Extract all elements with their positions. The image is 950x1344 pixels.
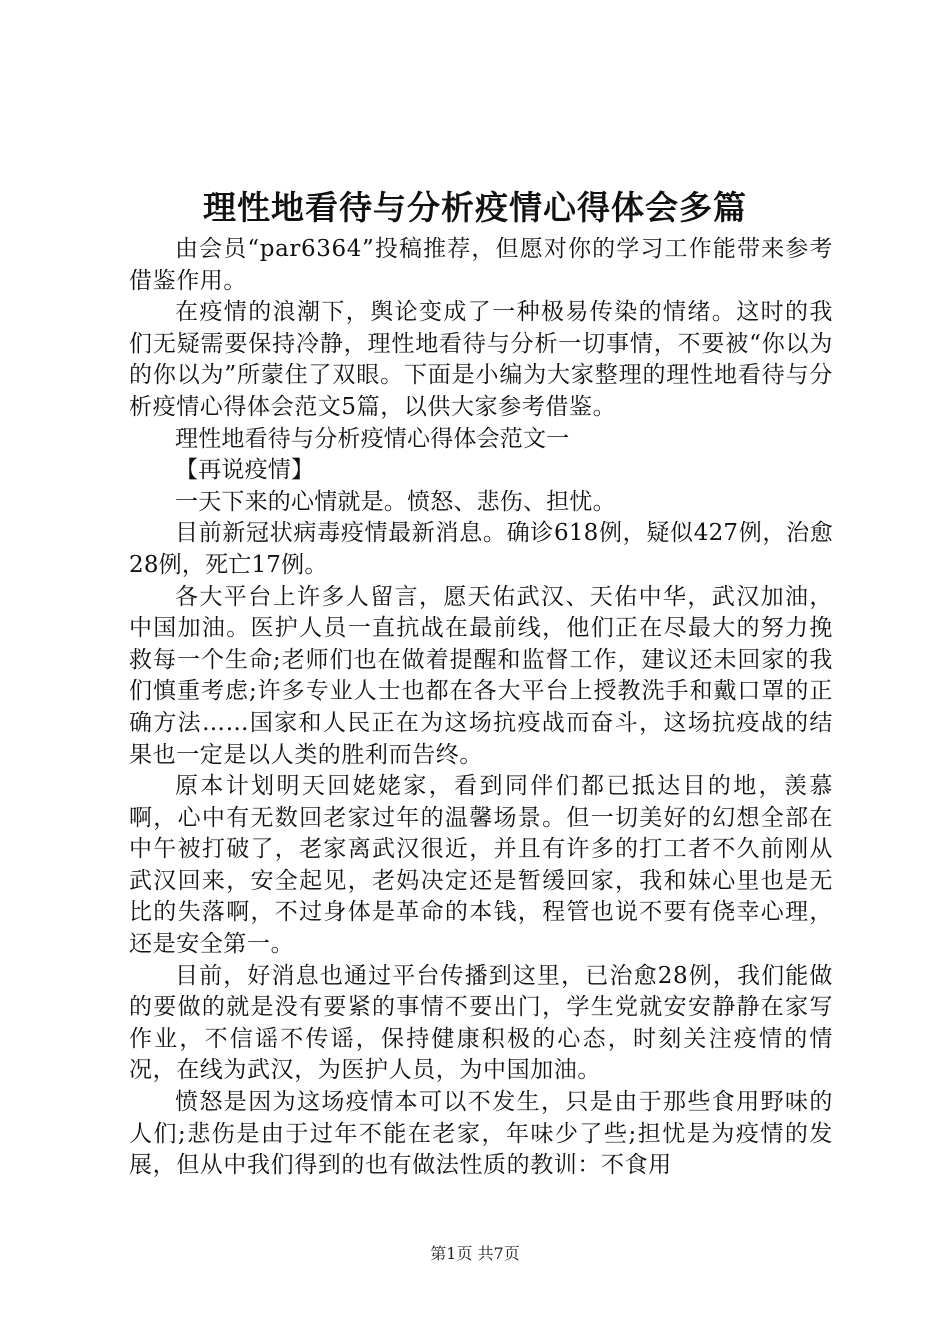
paragraph-good-news: 目前，好消息也通过平台传播到这里，已治愈28例，我们能做的要做的就是没有要紧的事情不要出门，学生党就安安静静在家写作业，不信谣不传谣，保持健康积极的心态，时刻关注疫情的情况，在线为武汉，为医护人员，为中国加油。 <box>129 962 833 1084</box>
page-number-footer: 第1页 共7页 <box>430 1244 520 1263</box>
paragraph-plans: 原本计划明天回姥姥家，看到同伴们都已抵达目的地，羡慕啊，心中有无数回老家过年的温馨场景。但一切美好的幻想全部在中午被打破了，老家离武汉很近，并且有许多的打工者不久前刚从武汉回来，安全起见，老妈决定还是暂缓回家，我和妹心里也是无比的失落啊，不过身体是革命的本钱，程管也说不要有侥幸心理，还是安全第一。 <box>129 773 833 958</box>
paragraph-reflection: 愤怒是因为这场疫情本可以不发生，只是由于那些食用野味的人们;悲伤是由于过年不能在老家，年味少了些;担忧是为疫情的发展，但从中我们得到的也有做法性质的教训：不食用 <box>129 1089 833 1179</box>
paragraph-mood: 一天下来的心情就是。愤怒、悲伤、担忧。 <box>175 488 616 515</box>
subheading: 【再说疫情】 <box>175 457 315 484</box>
section-heading: 理性地看待与分析疫情心得体会范文一 <box>175 425 570 452</box>
paragraph-intro: 由会员“par6364”投稿推荐，但愿对你的学习工作能带来参考借鉴作用。 <box>129 236 833 294</box>
paragraph-stats: 目前新冠状病毒疫情最新消息。确诊618例，疑似427例，治愈28例，死亡17例。 <box>129 520 833 578</box>
paragraph-platforms: 各大平台上许多人留言，愿天佑武汉、天佑中华，武汉加油，中国加油。医护人员一直抗战在最前线，他们正在尽最大的努力挽救每一个生命;老师们也在做着提醒和监督工作，建议还未回家的我们慎重考虑;许多专业人士也都在各大平台上授教洗手和戴口罩的正确方法……国家和人民正在为这场抗疫战而奋斗，这场抗疫战的结果也一定是以人类的胜利而告终。 <box>129 583 833 768</box>
document-title: 理性地看待与分析疫情心得体会多篇 <box>203 188 747 227</box>
document-body <box>129 234 833 1182</box>
paragraph-preface: 在疫情的浪潮下，舆论变成了一种极易传染的情绪。这时的我们无疑需要保持冷静，理性地看待与分析一切事情，不要被“你以为的你以为”所蒙住了双眼。下面是小编为大家整理的理性地看待与分析疫情心得体会范文5篇，以供大家参考借鉴。 <box>129 299 833 420</box>
